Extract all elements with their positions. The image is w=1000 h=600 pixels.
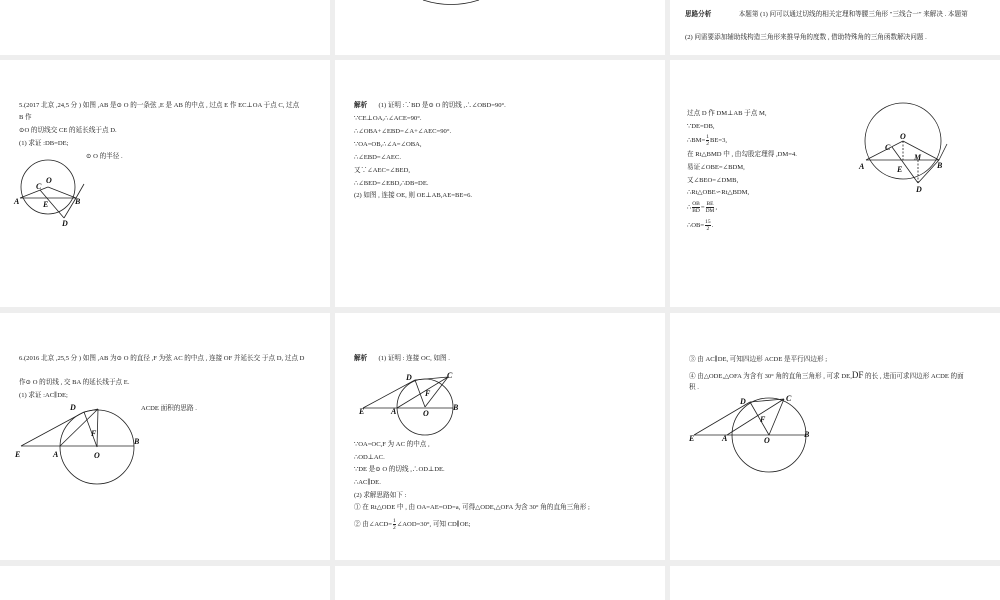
q6-solution-line: ① 在 Rt△ODE 中 , 由 OA=AE=OD=a, 可得△ODE,△OFA 为含 30° 角的直角三角形 ; <box>354 504 590 511</box>
q5-problem-line: (1) 求证 :DB=DE; <box>19 140 69 147</box>
label-A: A <box>53 450 59 459</box>
slide-q6-solution <box>335 313 665 560</box>
label-E: E <box>897 165 903 174</box>
q5-comma: , <box>715 204 718 212</box>
q5-solution-line: ∵OA=OB,∴∠A=∠OBA, <box>354 141 422 148</box>
slide-r3-c2 <box>670 566 1000 600</box>
solution-label: 解析 <box>354 355 368 362</box>
q6-cont-line: ③ 由 AC∥DE, 可知四边形 ACDE 是平行四边形 ; <box>689 356 828 363</box>
label-C: C <box>786 394 792 403</box>
label-B: B <box>804 430 810 439</box>
q6-cont-line: 积 . <box>689 384 699 391</box>
label-O: O <box>46 176 52 185</box>
q5-solution-line: ∵CE⊥OA,∴∠ACE=90°. <box>354 115 422 122</box>
q6-figure-small <box>15 403 155 496</box>
q5-figure-large <box>860 102 960 202</box>
q5-solution-line: ∴∠EBD=∠AEC. <box>354 154 401 161</box>
q5-cont-line <box>687 219 713 233</box>
q5-problem-line: 5.(2017 北京 ,24,5 分 ) 如图 ,AB 是⊙ O 的一条弦 ,E 是 AB 的中点 , 过点 E 作 EC⊥OA 于点 C, 过点 <box>19 102 300 109</box>
circle-fragment <box>335 0 665 55</box>
q6-solution-line <box>354 518 471 532</box>
q5-cont-line: 在 Rt△BMD 中 , 由勾股定理得 ,DM=4. <box>687 151 797 158</box>
label-A: A <box>14 197 20 206</box>
q6-step4-text: ④ 由△ODE,△OFA 为含有 30° 角的直角三角形 , 可求 DE, <box>689 373 852 380</box>
q6-problem-line: 作⊙ O 的切线 , 交 BA 的延长线于点 E. <box>19 379 130 386</box>
analysis-line-1 <box>685 9 968 22</box>
label-C: C <box>447 371 453 380</box>
q6-solution-line: ∴AC∥DE. <box>354 479 381 486</box>
slide-r0-c1 <box>335 0 665 55</box>
analysis-text-1: 本题第 (1) 问可以通过切线的相关定理和等腰三角形 "三线合一" 来解决 . 本题第 <box>738 11 968 18</box>
label-D: D <box>406 373 412 382</box>
q5-solution-line: (2) 如图 , 连接 OE, 则 OE⊥AB,AE=BE=6. <box>354 192 473 199</box>
q6-cont-line <box>689 369 964 384</box>
label-B: B <box>937 161 943 170</box>
slide-q6-continued <box>670 313 1000 560</box>
q5-equals: = <box>700 204 705 212</box>
solution-text: (1) 证明 : 连接 OC, 如图 . <box>378 355 450 362</box>
label-B: B <box>453 403 459 412</box>
label-F: F <box>91 429 97 438</box>
slide-q5-continued <box>670 60 1000 307</box>
q5-cont-line <box>687 134 727 148</box>
label-M: M <box>914 153 922 162</box>
q5-figure-small <box>12 156 92 236</box>
label-F: F <box>760 415 766 424</box>
q5-ob-text: ∴OB= <box>687 222 705 230</box>
solution-label: 解析 <box>354 102 368 109</box>
label-C: C <box>36 182 42 191</box>
q6-problem-line: ACDE 面积的思路 . <box>141 405 197 412</box>
q6-solution-line: ∵OA=OC,F 为 AC 的中点 , <box>354 441 430 448</box>
fraction-be-dm: $\frac{BE}{DM}$ <box>705 201 715 214</box>
label-D: D <box>70 403 76 412</box>
label-A: A <box>391 407 397 416</box>
q5-solution-line: ∴∠OBA+∠EBD=∠A+∠AEC=90°. <box>354 128 452 135</box>
q5-solution-line-1 <box>354 100 506 113</box>
q6-aod-text: ∠AOD=30°, 可知 CD∥OE; <box>396 521 471 529</box>
q5-cont-line: ∵DE=DB, <box>687 123 715 130</box>
label-F: F <box>425 389 431 398</box>
q6-df-text: DF <box>851 370 864 380</box>
q5-bm-text: ∴BM= <box>687 137 706 145</box>
q5-solution-line: 又∵∠AEC=∠BED, <box>354 167 410 174</box>
label-D: D <box>916 185 922 194</box>
fraction-radius: $\frac{15}{2}$ <box>705 219 711 232</box>
label-E: E <box>15 450 21 459</box>
fraction-half: $\frac{1}{2}$ <box>706 134 709 147</box>
q5-problem-line: ⊙O 的切线交 CE 的延长线于点 D. <box>19 127 117 134</box>
q5-be-text: BE=3, <box>709 137 728 145</box>
label-D: D <box>62 219 68 228</box>
q6-problem-line: 6.(2016 北京 ,25,5 分 ) 如图 ,AB 为⊙ O 的直径 ,F 为弦 AC 的中点 , 连接 OF 并延长交 于点 D, 过点 D <box>19 355 305 362</box>
slide-r3-c1 <box>335 566 665 600</box>
slide-r0-c0 <box>0 0 330 55</box>
solution-text: (1) 证明 :∵BD 是⊙ O 的切线 ,∴∠OBD=90°. <box>378 102 506 109</box>
q5-therefore: ∴ <box>687 204 692 212</box>
slide-q5-problem <box>0 60 330 307</box>
q6-solution-line: ∴OD⊥AC. <box>354 454 385 461</box>
q5-cont-line: 过点 D 作 DM⊥AB 于点 M, <box>687 110 767 117</box>
label-B: B <box>75 197 81 206</box>
label-O: O <box>423 409 429 418</box>
q6-solution-line: (2) 求解思路如下 : <box>354 492 407 499</box>
slide-q6-problem <box>0 313 330 560</box>
q6-problem-line: (1) 求证 :AC∥DE; <box>19 392 68 399</box>
label-D: D <box>740 397 746 406</box>
q6-figure-solution <box>357 372 477 432</box>
slide-r3-c0 <box>0 566 330 600</box>
q5-solution-line: ∴∠BED=∠EBD,∴DB=DE. <box>354 180 429 187</box>
q5-period: . <box>711 222 714 230</box>
label-E: E <box>689 434 695 443</box>
q5-cont-line <box>687 201 717 215</box>
slide-r0-c2 <box>670 0 1000 55</box>
q5-cont-line: ∴Rt△OBE∽Rt△BDM, <box>687 189 750 196</box>
label-E: E <box>43 200 49 209</box>
label-E: E <box>359 407 365 416</box>
fraction-acd: $\frac{1}{2}$ <box>393 518 396 531</box>
label-A: A <box>722 434 728 443</box>
label-O: O <box>94 451 100 460</box>
analysis-line-2: (2) 问需要添加辅助线构造三角形来推导角的度数 , 借助特殊角的三角函数解决问题 . <box>685 34 927 41</box>
q6-solution-line: ∵DE 是⊙ O 的切线 ,∴OD⊥DE. <box>354 466 445 473</box>
q6-solution-line-1 <box>354 353 450 366</box>
q5-problem-line: ⊙ O 的半径 . <box>86 153 123 160</box>
q5-cont-line: 又∠BEO=∠DMB, <box>687 177 739 184</box>
label-O: O <box>764 436 770 445</box>
slide-q5-solution <box>335 60 665 307</box>
label-B: B <box>134 437 140 446</box>
q6-figure-continued <box>689 393 819 473</box>
analysis-label: 思路分析 <box>685 11 712 18</box>
label-A: A <box>859 162 865 171</box>
q5-problem-line: B 作 <box>19 114 32 121</box>
q6-step4-tail: 的长 , 进而可求四边形 ACDE 的面 <box>863 373 964 380</box>
q6-acd-text: ② 由∠ACD= <box>354 521 393 529</box>
fraction-ob-bd: $\frac{OB}{BD}$ <box>692 201 700 214</box>
q5-cont-line: 易证∠OBE=∠BDM, <box>687 164 745 171</box>
label-O: O <box>900 132 906 141</box>
label-C: C <box>885 143 891 152</box>
